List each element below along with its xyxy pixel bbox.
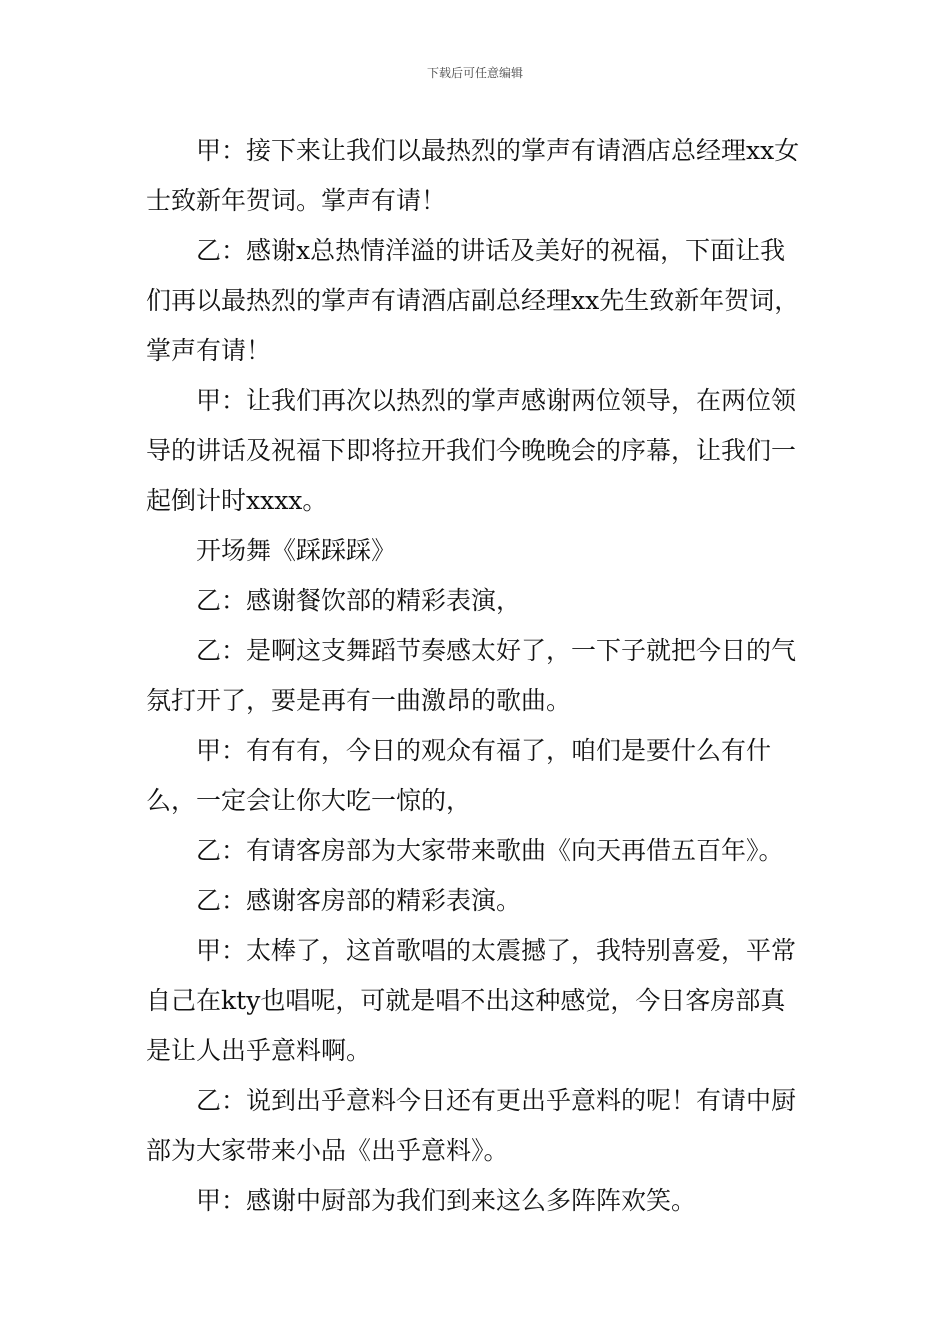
paragraph-2: 乙：感谢x总热情洋溢的讲话及美好的祝福，下面让我们再以最热烈的掌声有请酒店副总经理xx先生致新年贺词，掌声有请！	[146, 236, 800, 365]
paragraph-7: 甲：有有有，今日的观众有福了，咱们是要什么有什么，一定会让你大吃一惊的，	[146, 736, 772, 815]
paragraph-8: 乙：有请客房部为大家带来歌曲《向天再借五百年》。	[196, 836, 784, 865]
paragraph-10: 甲：太棒了，这首歌唱的太震撼了，我特别喜爱，平常自己在kty也唱呢，可就是唱不出这种感觉，今日客房部真是让人出乎意料啊。	[146, 936, 797, 1065]
paragraph-6: 乙：是啊这支舞蹈节奏感太好了，一下子就把今日的气氛打开了，要是再有一曲激昂的歌曲。	[146, 636, 797, 715]
paragraph-5: 乙：感谢餐饮部的精彩表演，	[196, 586, 522, 615]
paragraph-4: 开场舞《踩踩踩》	[196, 536, 397, 565]
paragraph-9: 乙：感谢客房部的精彩表演。	[196, 886, 522, 915]
document-body	[146, 126, 808, 1226]
paragraph-11: 乙：说到出乎意料今日还有更出乎意料的呢！有请中厨部为大家带来小品《出乎意料》。	[146, 1086, 797, 1165]
paragraph-12: 甲：感谢中厨部为我们到来这么多阵阵欢笑。	[196, 1186, 697, 1215]
paragraph-1: 甲：接下来让我们以最热烈的掌声有请酒店总经理xx女士致新年贺词。掌声有请！	[146, 136, 800, 215]
page-header: 下载后可任意编辑	[426, 66, 523, 80]
paragraph-3: 甲：让我们再次以热烈的掌声感谢两位领导，在两位领导的讲话及祝福下即将拉开我们今晚晚会的序幕，让我们一起倒计时xxxx。	[146, 386, 797, 515]
